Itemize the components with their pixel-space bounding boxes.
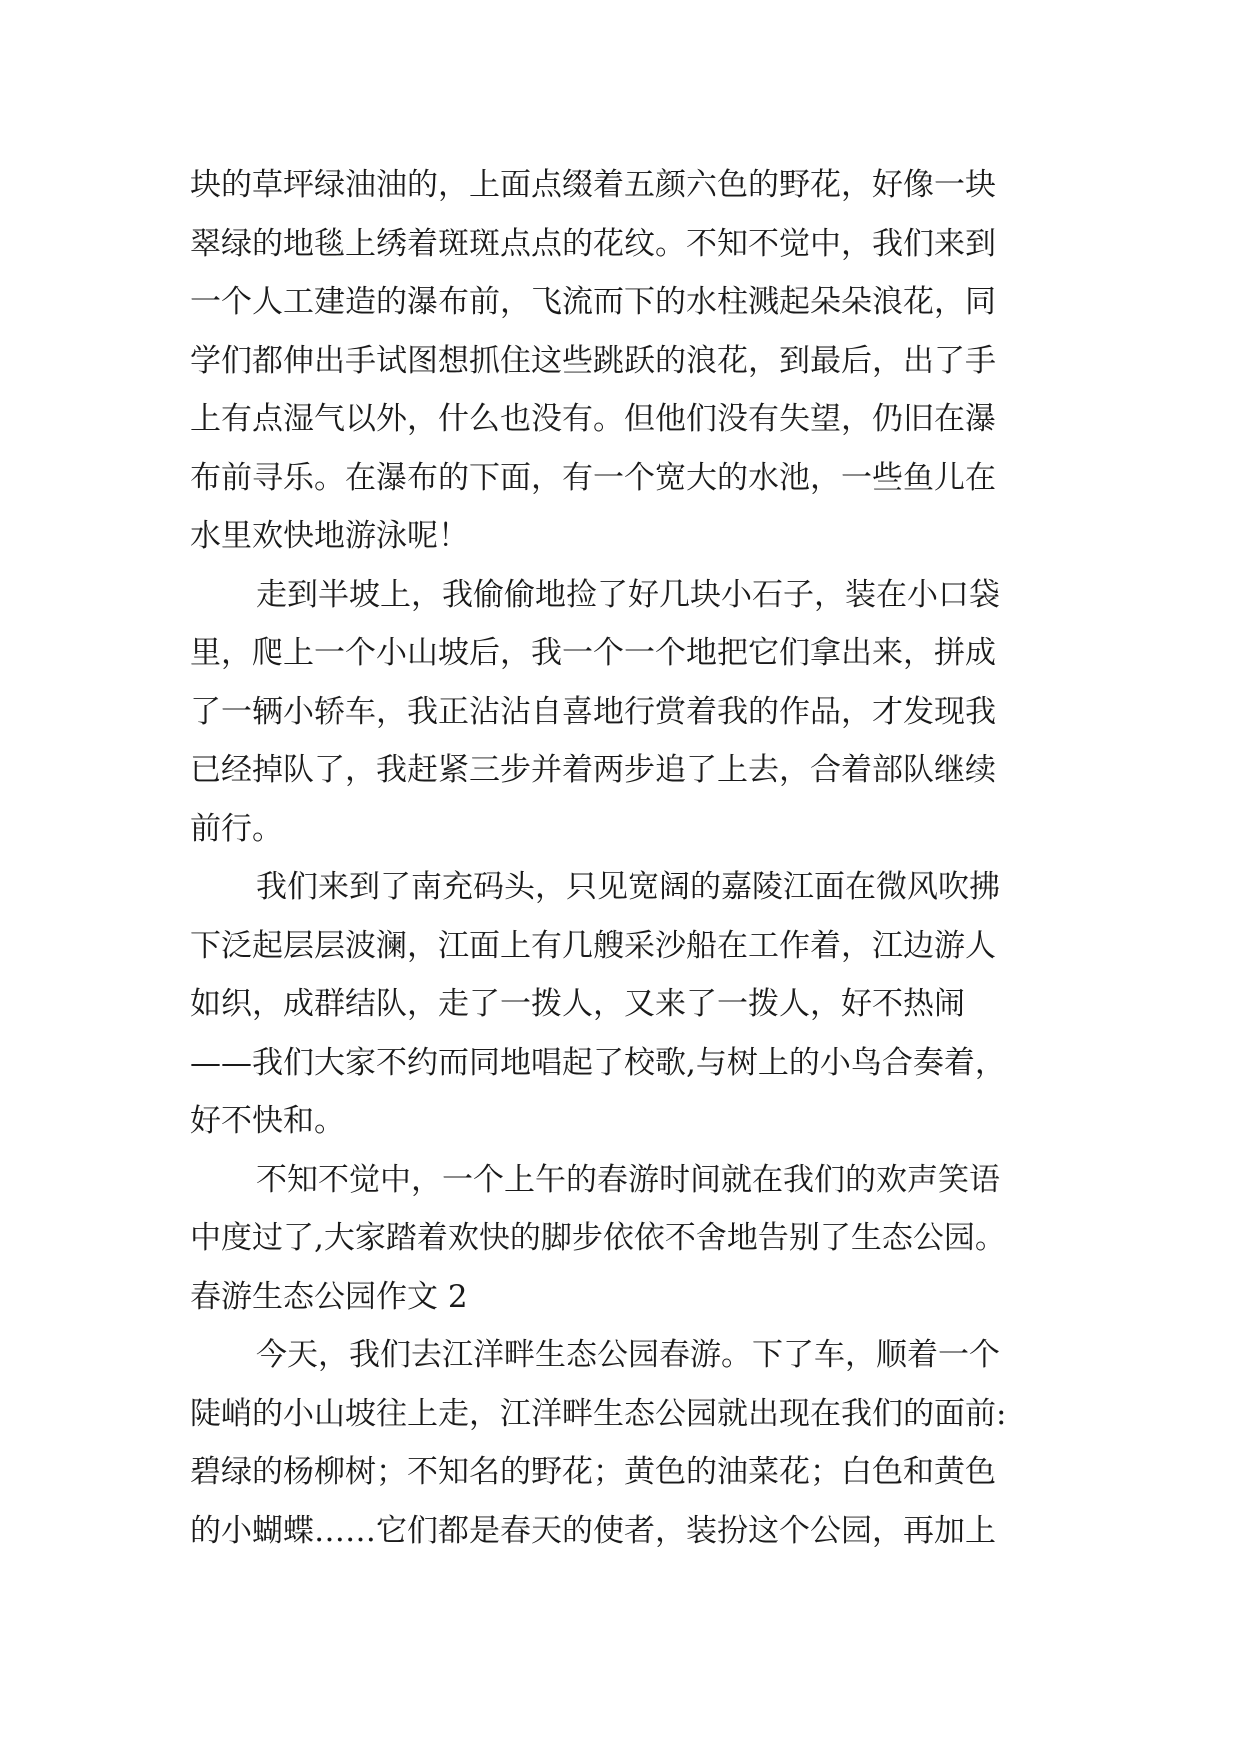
text-line-5: 上有点湿气以外，什么也没有。但他们没有失望，仍旧在瀑: [190, 401, 996, 437]
paragraph-start-line: 不知不觉中，一个上午的春游时间就在我们的欢声笑语: [256, 1161, 1000, 1198]
text-line-19: 中度过了,大家踏着欢快的脚步依依不舍地告别了生态公园。: [190, 1220, 1006, 1256]
text-line-23: 碧绿的杨柳树；不知名的野花；黄色的油菜花；白色和黄色: [190, 1454, 996, 1490]
text-line-15: 如织，成群结队，走了一拨人，又来了一拨人，好不热闹: [190, 986, 965, 1022]
essay-body: [190, 156, 1056, 1560]
text-line-7: 水里欢快地游泳呢！: [190, 518, 469, 554]
text-line-12: 前行。: [190, 810, 283, 847]
text-line-2: 翠绿的地毯上绣着斑斑点点的花纹。不知不觉中，我们来到: [190, 225, 996, 262]
text-line-6: 布前寻乐。在瀑布的下面，有一个宽大的水池，一些鱼儿在: [190, 459, 996, 496]
text-line-17: 好不快和。: [190, 1103, 345, 1139]
paragraph-start-line: 我们来到了南充码头，只见宽阔的嘉陵江面在微风吹拂: [256, 869, 1000, 905]
text-line-16: ——我们大家不约而同地唱起了校歌,与树上的小鸟合奏着，: [190, 1044, 1006, 1081]
paragraph-start-line: 走到半坡上，我偷偷地捡了好几块小石子，装在小口袋: [256, 576, 1000, 613]
essay-title: 春游生态公园作文 2: [190, 1278, 468, 1315]
paragraph-start-line: 今天，我们去江洋畔生态公园春游。下了车，顺着一个: [256, 1337, 1000, 1373]
text-line-4: 学们都伸出手试图想抓住这些跳跃的浪花，到最后，出了手: [190, 342, 996, 379]
text-line-11: 已经掉队了，我赶紧三步并着两步追了上去，合着部队继续: [190, 752, 996, 788]
text-line-1: 块的草坪绿油油的，上面点缀着五颜六色的野花，好像一块: [190, 167, 996, 203]
text-line-14: 下泛起层层波澜，江面上有几艘采沙船在工作着，江边游人: [190, 927, 996, 964]
text-line-24: 的小蝴蝶……它们都是春天的使者，装扮这个公园，再加上: [190, 1512, 996, 1549]
text-line-22: 陡峭的小山坡往上走，江洋畔生态公园就出现在我们的面前:: [190, 1395, 1007, 1432]
text-line-3: 一个人工建造的瀑布前，飞流而下的水柱溅起朵朵浪花，同: [190, 284, 996, 320]
text-line-10: 了一辆小轿车，我正沾沾自喜地行赏着我的作品，才发现我: [190, 693, 996, 730]
text-line-9: 里，爬上一个小山坡后，我一个一个地把它们拿出来，拼成: [190, 635, 996, 671]
